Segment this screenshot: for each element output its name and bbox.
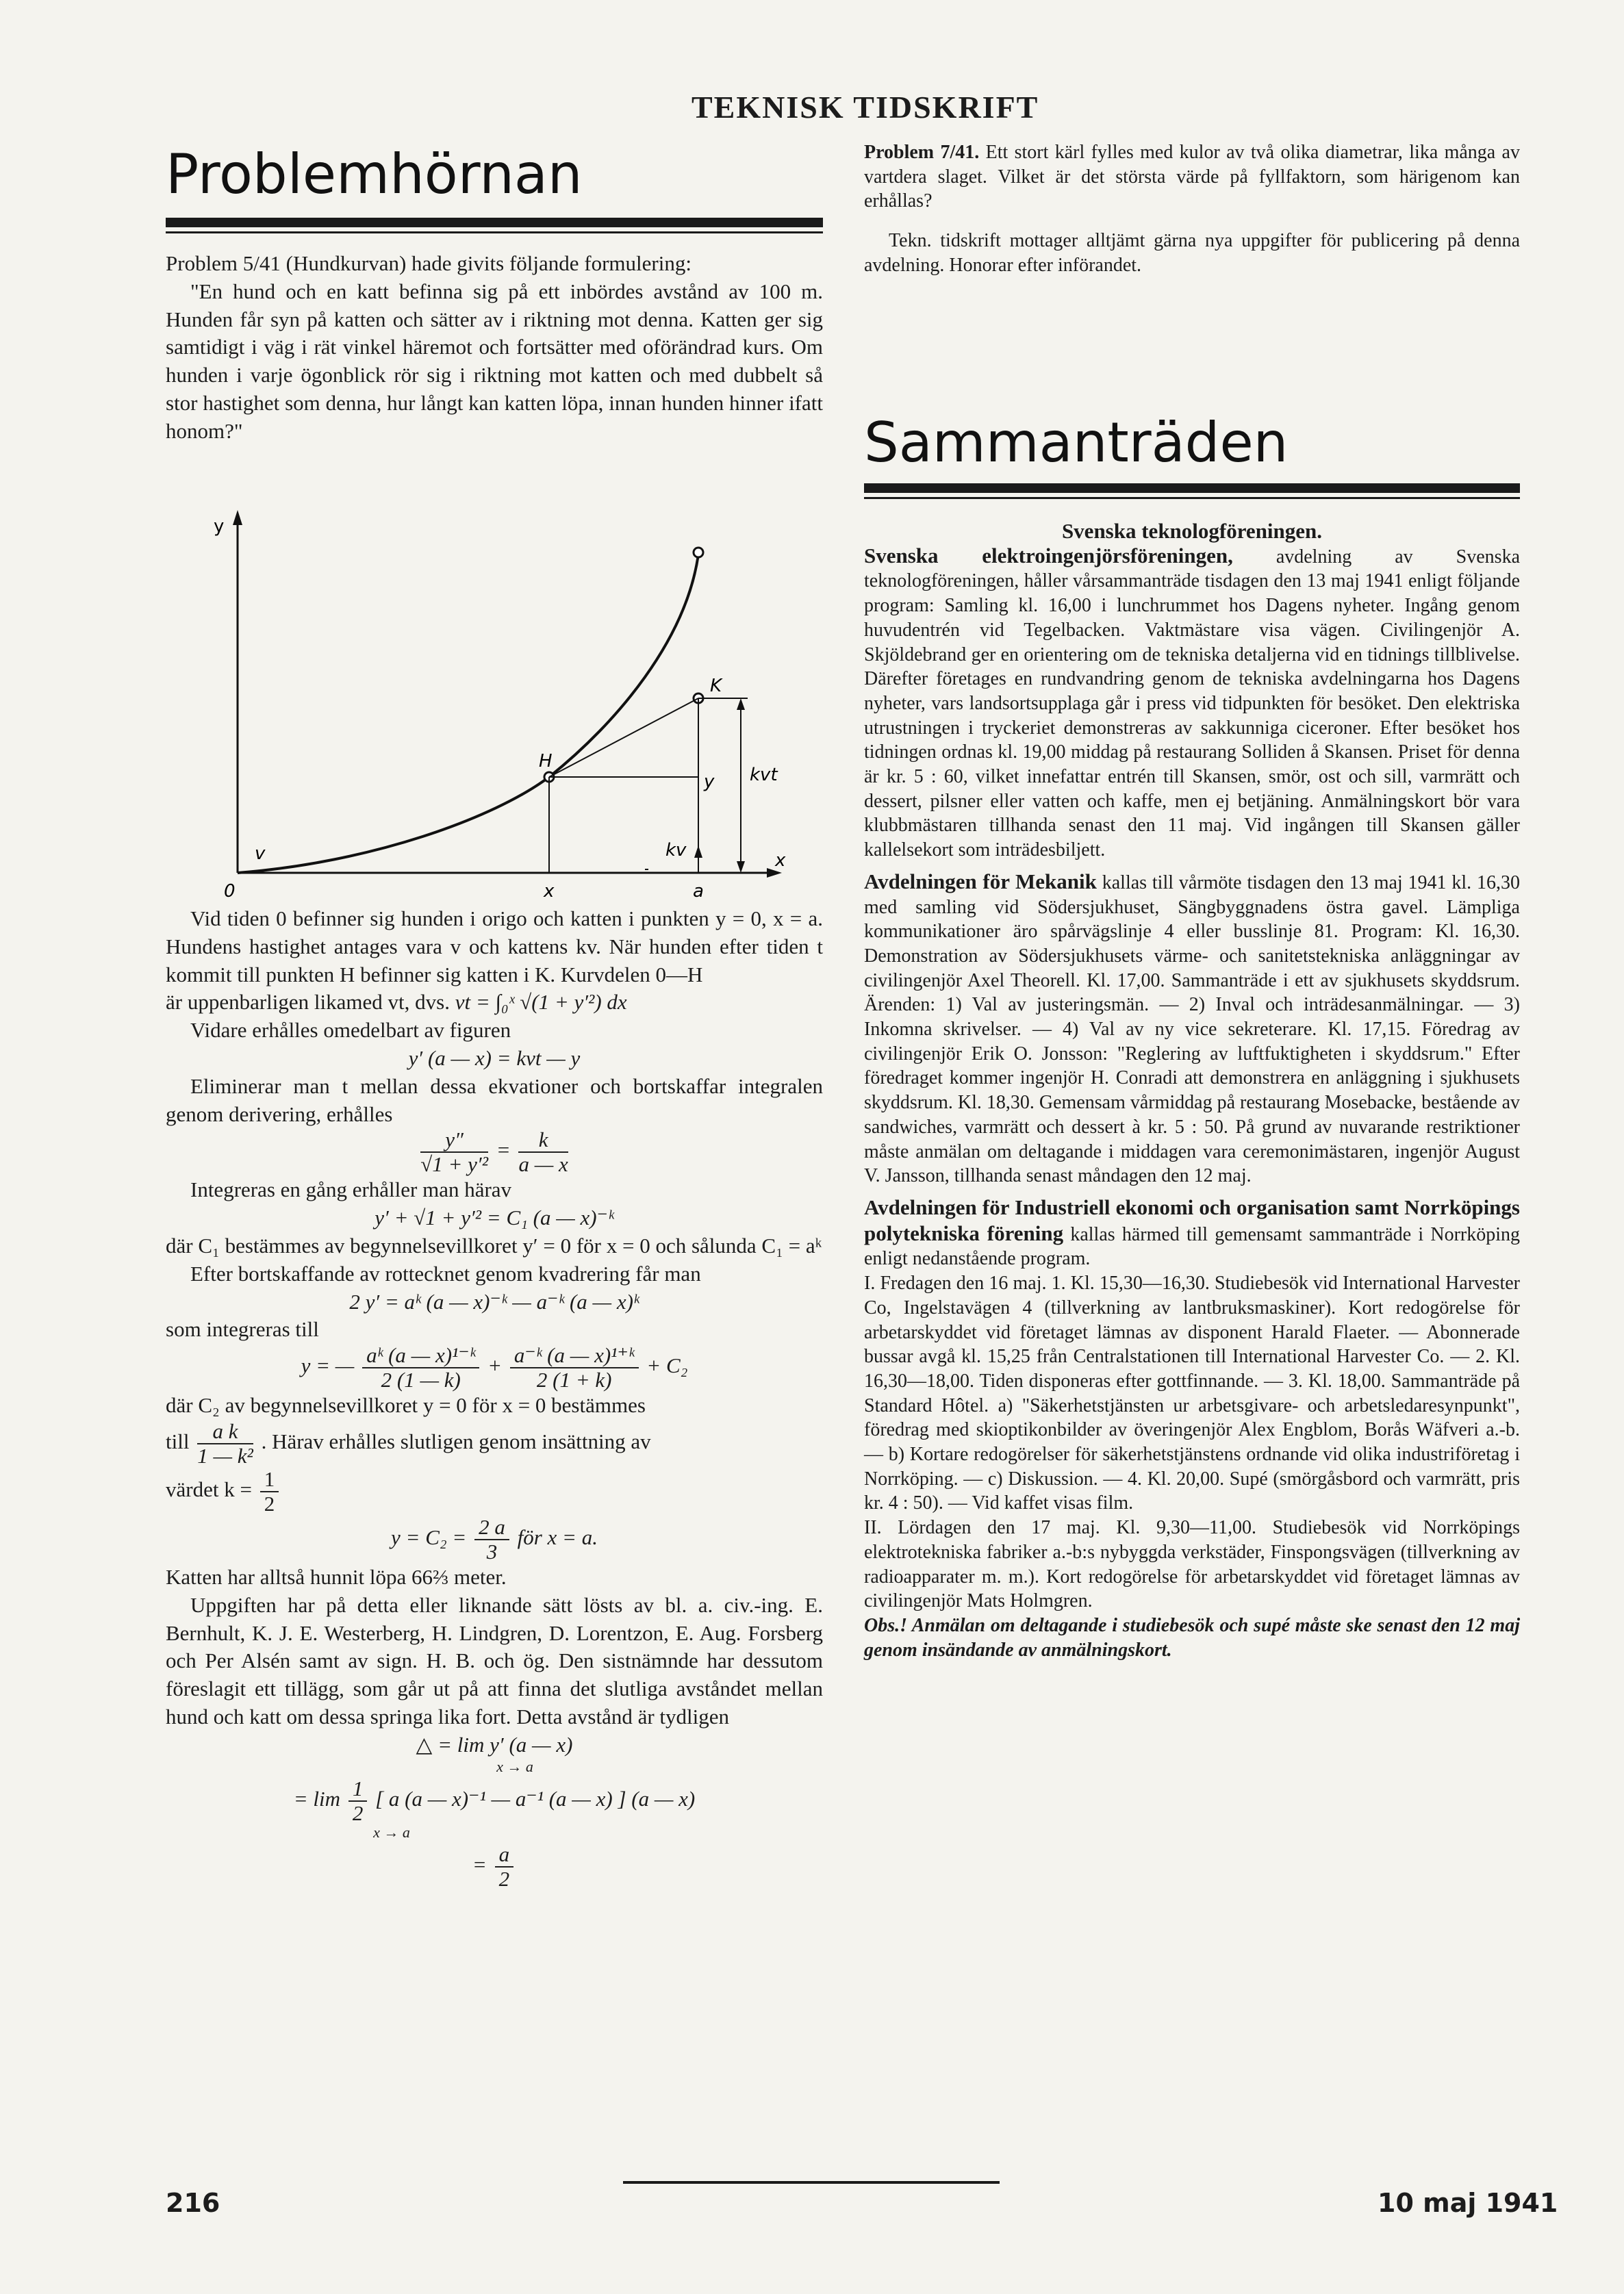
- formula-8: y = — $\frac{\text{aᵏ (a — x)¹⁻ᵏ}}{2 (1 — k)}$ + $\frac{\text{a⁻ᵏ (a — x)¹⁺ᵏ}}{2 (1 + k)}$ + C₂: [301, 1343, 688, 1392]
- kvt-arrow-down: [737, 861, 745, 873]
- frac-4-left-num: y″: [420, 1128, 488, 1153]
- frac-11c-den: 2: [498, 1866, 510, 1891]
- frac-4-left: [420, 1128, 488, 1176]
- kvt-arrow-up: [737, 698, 745, 710]
- frac-9b: [197, 1420, 253, 1468]
- solution-p7: Efter bortskaffande av rottecknet genom kvadrering får man: [190, 1261, 701, 1286]
- solution-p9c: [166, 1468, 823, 1516]
- industri-notice: [864, 1195, 1520, 1271]
- frac-8-1: [362, 1344, 479, 1392]
- curve-end-point: [694, 548, 703, 557]
- right-column: [864, 140, 1520, 278]
- section-title-sammantraden: Sammanträden: [864, 411, 1289, 474]
- frac-4-right-num: k: [518, 1128, 568, 1153]
- solution-p2: [166, 989, 823, 1017]
- problem-7-41-text: Ett stort kärl fylles med kulor av två olika diametrar, lika många av vartdera slaget. Vilket är det största värde på fyllfaktorn, som härigenom kan erhållas?: [864, 142, 1520, 212]
- sammantraden-rule-thin: [864, 497, 1520, 499]
- frac-11b: [348, 1777, 368, 1825]
- formula-11b-body: [ a (a — x)⁻¹ — a⁻¹ (a — x) ] (a — x): [375, 1786, 696, 1811]
- problem-quote: "En hund och en katt befinna sig på ett inbördes avstånd av 100 m. Hunden får syn på katten och sätter av i riktning mot denna. Katten ger sig samtidigt i väg i rät vinkel häremot och fortsätter med oförändrad kurs. Om hunden i varje ögonblick rör sig i riktning mot katten och med dubbelt så stor hastighet som denna, hur långt kan katten löpa, innan hunden hinner ifatt honom?": [166, 279, 823, 443]
- industri-day-2: II. Lördagen den 17 maj. Kl. 9,30—11,00. Studiebesök vid Norrköpings elektrotekniska fabriker a.-b:s nybyggda verkstäder, Finspongsvägen (tillverkning av radioapparater m. m.). Kort redogörelse för arbetarskyddet vid företaget lämnas av civilingenjör Mats Holmgren.: [864, 1517, 1520, 1612]
- formula-4: $\frac{y''}{\text{√1 + y′²}}$ = $\frac{k}{a — x}$: [420, 1127, 568, 1177]
- point-K-label: K: [710, 676, 722, 696]
- formula-11b: [166, 1777, 823, 1825]
- frac-8-2: [510, 1344, 639, 1392]
- frac-8-2-den: 2 (1 + k): [536, 1368, 612, 1392]
- solution-p9b-pre: till: [166, 1429, 190, 1454]
- sammantraden-rule: [864, 483, 1520, 493]
- formula-11c-pre: =: [472, 1852, 487, 1876]
- label-kv: kv: [665, 840, 687, 861]
- elektro-notice: [864, 544, 1520, 863]
- mekanik-head: Avdelningen för Mekanik: [864, 869, 1097, 893]
- solution-p2-text: är uppenbarligen likamed vt, dvs.: [166, 990, 450, 1015]
- pursuit-curve: [238, 555, 698, 873]
- pursuit-curve-figure: [166, 503, 823, 900]
- x-axis-label: x: [775, 850, 786, 871]
- formula-11a-sub: x → a: [496, 1757, 533, 1775]
- frac-9-num: 2 a: [474, 1516, 509, 1540]
- formula-11b-pre: = lim: [293, 1786, 341, 1811]
- tangent-line: [549, 698, 698, 777]
- label-v: v: [255, 843, 266, 864]
- y-axis-label: y: [214, 516, 225, 537]
- frac-9-den: 3: [486, 1539, 498, 1564]
- solution-p9a: där C₂ av begynnelsevillkoret y = 0 för x = 0 bestämmes: [166, 1393, 646, 1418]
- frac-11b-den: 2: [352, 1800, 364, 1825]
- solution-p9c-pre: värdet k =: [166, 1477, 252, 1502]
- y-axis-arrow: [233, 510, 242, 525]
- section-title-problemhornan: Problemhörnan: [166, 142, 583, 206]
- frac-8-2-num: a⁻ᵏ (a — x)¹⁺ᵏ: [510, 1344, 639, 1368]
- solution-p1: Vid tiden 0 befinner sig hunden i origo och katten i punkten y = 0, x = a. Hundens hastighet antages vara v och kattens kv. När hunden efter tiden t kommit till punkten H befinner sig katten i K. Kurvdelen 0—H: [166, 906, 823, 986]
- elektro-head: Svenska elektroingenjörsföreningen,: [864, 543, 1233, 568]
- solution-p5: Integreras en gång erhåller man härav: [190, 1177, 512, 1202]
- frac-8-1-den: 2 (1 — k): [381, 1368, 461, 1392]
- problem-7-41: [864, 140, 1520, 214]
- solution-p3: Vidare erhålles omedelbart av figuren: [190, 1018, 511, 1043]
- solution-p4: Eliminerar man t mellan dessa ekvationer och bortskaffar integralen genom derivering, erhålles: [166, 1073, 823, 1126]
- tick-x-label: x: [544, 881, 555, 900]
- frac-9b-den: 1 — k²: [197, 1443, 253, 1468]
- formula-8-tail: + C₂: [646, 1353, 688, 1378]
- footer-rule: [623, 2181, 1000, 2184]
- title-rule-thin: [166, 231, 823, 233]
- label-y: y: [704, 772, 715, 792]
- solution-p6: där C₁ bestämmes av begynnelsevillkoret y′ = 0 för x = 0 och sålunda C₁ = aᵏ: [166, 1233, 822, 1258]
- solution-p9b-post: . Härav erhålles slutligen genom insättning av: [261, 1429, 651, 1454]
- frac-4-left-den: √1 + y′²: [420, 1152, 489, 1177]
- formula-9-post: för x = a.: [517, 1525, 598, 1550]
- left-column-top: [166, 250, 823, 446]
- right-column-meetings: [864, 519, 1520, 1662]
- frac-8-1-num: aᵏ (a — x)¹⁻ᵏ: [362, 1344, 479, 1368]
- frac-9c-num: 1: [260, 1468, 279, 1492]
- page-number: 216: [166, 2188, 220, 2218]
- formula-11c: [166, 1843, 823, 1891]
- formula-7: 2 y′ = aᵏ (a — x)⁻ᵏ — a⁻ᵏ (a — x)ᵏ: [349, 1289, 639, 1314]
- frac-4-right-den: a — x: [518, 1152, 568, 1177]
- industri-intro: kallas härmed till gemensamt sammanträde i Norrköping enligt nedanstående program.: [864, 1223, 1520, 1270]
- mekanik-text: kallas till vårmöte tisdagen den 13 maj 1941 kl. 16,30 med samling vid Södersjukhuset, Sängbyggnadens östra gavel. Lämpliga kommunikationer äro spårvägslinje 4 eller busslinje 81. Program: Kl. 16,30. Demonstration av Södersjukhusets värme- och sanitetstekniska anläggningar av civilingenjör Axel Theorell. Kl. 17,00. Sammanträde i ett av sjukhusets skyddsrum. Ärenden: 1) Val av justeringsmän. — 2) Inval och inträdesanmälningar. — 3) Inkomna skrivelser. — 4) Val av ny vice sekreterare. Kl. 17,15. Föredrag av civilingenjör Erik O. Jonsson: "Reglering av luftfuktigheten i skyddsrum." Efter föredraget kommer ingenjör H. Conradi att demonstrera en anläggning i sjukhusets skyddsrum. Kl. 18,30. Gemensam vårmiddag på restaurang Mosebacke, bestående av sandwiches, varmrätt och dessert à kr. 5 : 50. På grund av nuvarande restriktioner måste anmälan om deltagande i middagen vara ceremonimästaren, ingenjör August V. Jansson, tillhanda senast måndagen den 12 maj.: [864, 871, 1521, 1187]
- industri-head: Avdelningen för Industriell ekonomi och organisation samt Norrköpings polytekniska förening: [864, 1195, 1520, 1245]
- title-rule: [166, 218, 823, 227]
- submission-notice: Tekn. tidskrift mottager alltjämt gärna nya uppgifter för publicering på denna avdelning. Honorar efter införandet.: [864, 230, 1520, 276]
- formula-arc-length: vt = ∫₀ˣ √(1 + y′²) dx: [455, 990, 627, 1015]
- solution-p8: som integreras till: [166, 1317, 319, 1342]
- problem-intro: Problem 5/41 (Hundkurvan) hade givits följande formulering:: [166, 251, 692, 275]
- issue-date: 10 maj 1941: [1378, 2188, 1558, 2218]
- frac-4-right: [518, 1128, 568, 1176]
- frac-11b-num: 1: [348, 1777, 368, 1802]
- mekanik-notice: [864, 869, 1520, 1188]
- frac-11c: [495, 1843, 514, 1891]
- tick-a-label: a: [693, 881, 704, 900]
- frac-9b-num: a k: [197, 1420, 253, 1444]
- solution-p9b: [166, 1420, 823, 1468]
- formula-9: [166, 1516, 823, 1564]
- elektro-text: avdelning av Svenska teknologföreningen, håller vårsammanträde tisdagen den 13 maj 1941 enligt följande program: Samling kl. 16,00 i lunchrummet hos Dagens nyheter. Ingång genom huvudentrén vid Tegelbacken. Vaktmästare visa vägen. Civilingenjör A. Skjöldebrand ger en orientering om de tekniska detaljerna vid en tidnings tillblivelse. Därefter företages en rundvandring genom de tekniska avdelningarna hos Dagens nyheter, vars landsortsupplaga går i press vid tidpunkten för besöket. Den elektriska utrustningen i tryckeriet demonstreras av sakkunniga ciceroner. Efter besöket hos tidningen ordnas kl. 19,00 middag på restaurang Solliden å Skansen. Priset för denna är kr. 5 : 60, vilket innefattar entrén till Skansen, smör, ost och sill, varmrätt och dessert, pilsner eller vatten och kaffe, men ej betjäning. Anmälningskort bör vara klubbmästaren tillhanda senast den 11 maj. Vid ingången till Skansen gäller kallelsekort som inträdesbiljett.: [864, 546, 1520, 861]
- solution-p10: Katten har alltså hunnit löpa 66⅔ meter.: [166, 1564, 507, 1589]
- journal-masthead: TEKNISK TIDSKRIFT: [692, 90, 1039, 125]
- subhead-teknologforeningen: Svenska teknologföreningen.: [1061, 519, 1323, 543]
- formula-9-pre: y = C₂ =: [391, 1525, 467, 1550]
- frac-9c-den: 2: [264, 1491, 275, 1516]
- left-column-bottom: [166, 905, 823, 1891]
- frac-9: [474, 1516, 509, 1564]
- frac-11c-num: a: [495, 1843, 514, 1868]
- formula-8-lhs: y = —: [301, 1353, 355, 1378]
- kv-arrow: [694, 845, 702, 858]
- problem-7-41-head: Problem 7/41.: [864, 142, 980, 163]
- frac-9c: [260, 1468, 279, 1516]
- point-H-label: H: [539, 751, 553, 772]
- formula-11a: △ = lim y′ (a — x): [416, 1732, 573, 1757]
- origin-label: 0: [224, 881, 236, 900]
- industri-day-1: I. Fredagen den 16 maj. 1. Kl. 15,30—16,30. Studiebesök vid International Harvester Co, Ingelstavägen 4 (tillverkning av lantbruksmaskiner). Kort redogörelse för arbetarskyddet vid företaget lämnas av disponent Harald Flaeter. — Abonnerade bussar avgå kl. 15,25 från Centralstationen till International Harvester Co. — 2. Kl. 16,30—18,00. Tiden disponeras efter gottfinnande. — 3. Kl. 18,00. Sammanträde på Standard Hôtel. a) "Säkerhetstjänsten ur arbetsgivare- och arbetsledaresynpunkt", föredrag med skioptikonbilder av överingenjör Alex Engblom, Borås Wäfveri a.-b. — b) Kortare redogörelser för säkerhetstjänstens ordnande vid olika industriföretag i Norrköping. — c) Diskussion. — 4. Kl. 20,00. Supé (smörgåsbord och varmrätt, pris kr. 4 : 50). — Vid kaffet visas film.: [864, 1273, 1520, 1514]
- formula-11b-sub: x → a: [373, 1823, 410, 1841]
- obs-note: Obs.! Anmälan om deltagande i studiebesök och supé måste ske senast den 12 maj genom insändande av anmälningskort.: [864, 1614, 1520, 1661]
- solution-p11: Uppgiften har på detta eller liknande sätt lösts av bl. a. civ.-ing. E. Bernhult, K. J. E. Westerberg, H. Lindgren, D. Lorentzon, E. Aug. Forsberg och Per Alsén samt av sign. H. B. och ög. Den sistnämnde har dessutom föreslagit ett tillägg, som går ut på att finna det slutliga avståndet mellan hund och katt om dessa springa lika fort. Detta avstånd är tydligen: [166, 1592, 823, 1729]
- label-kvt: kvt: [750, 765, 778, 785]
- formula-3: y′ (a — x) = kvt — y: [408, 1045, 581, 1070]
- formula-5: y′ + √1 + y′² = C₁ (a — x)⁻ᵏ: [375, 1206, 614, 1230]
